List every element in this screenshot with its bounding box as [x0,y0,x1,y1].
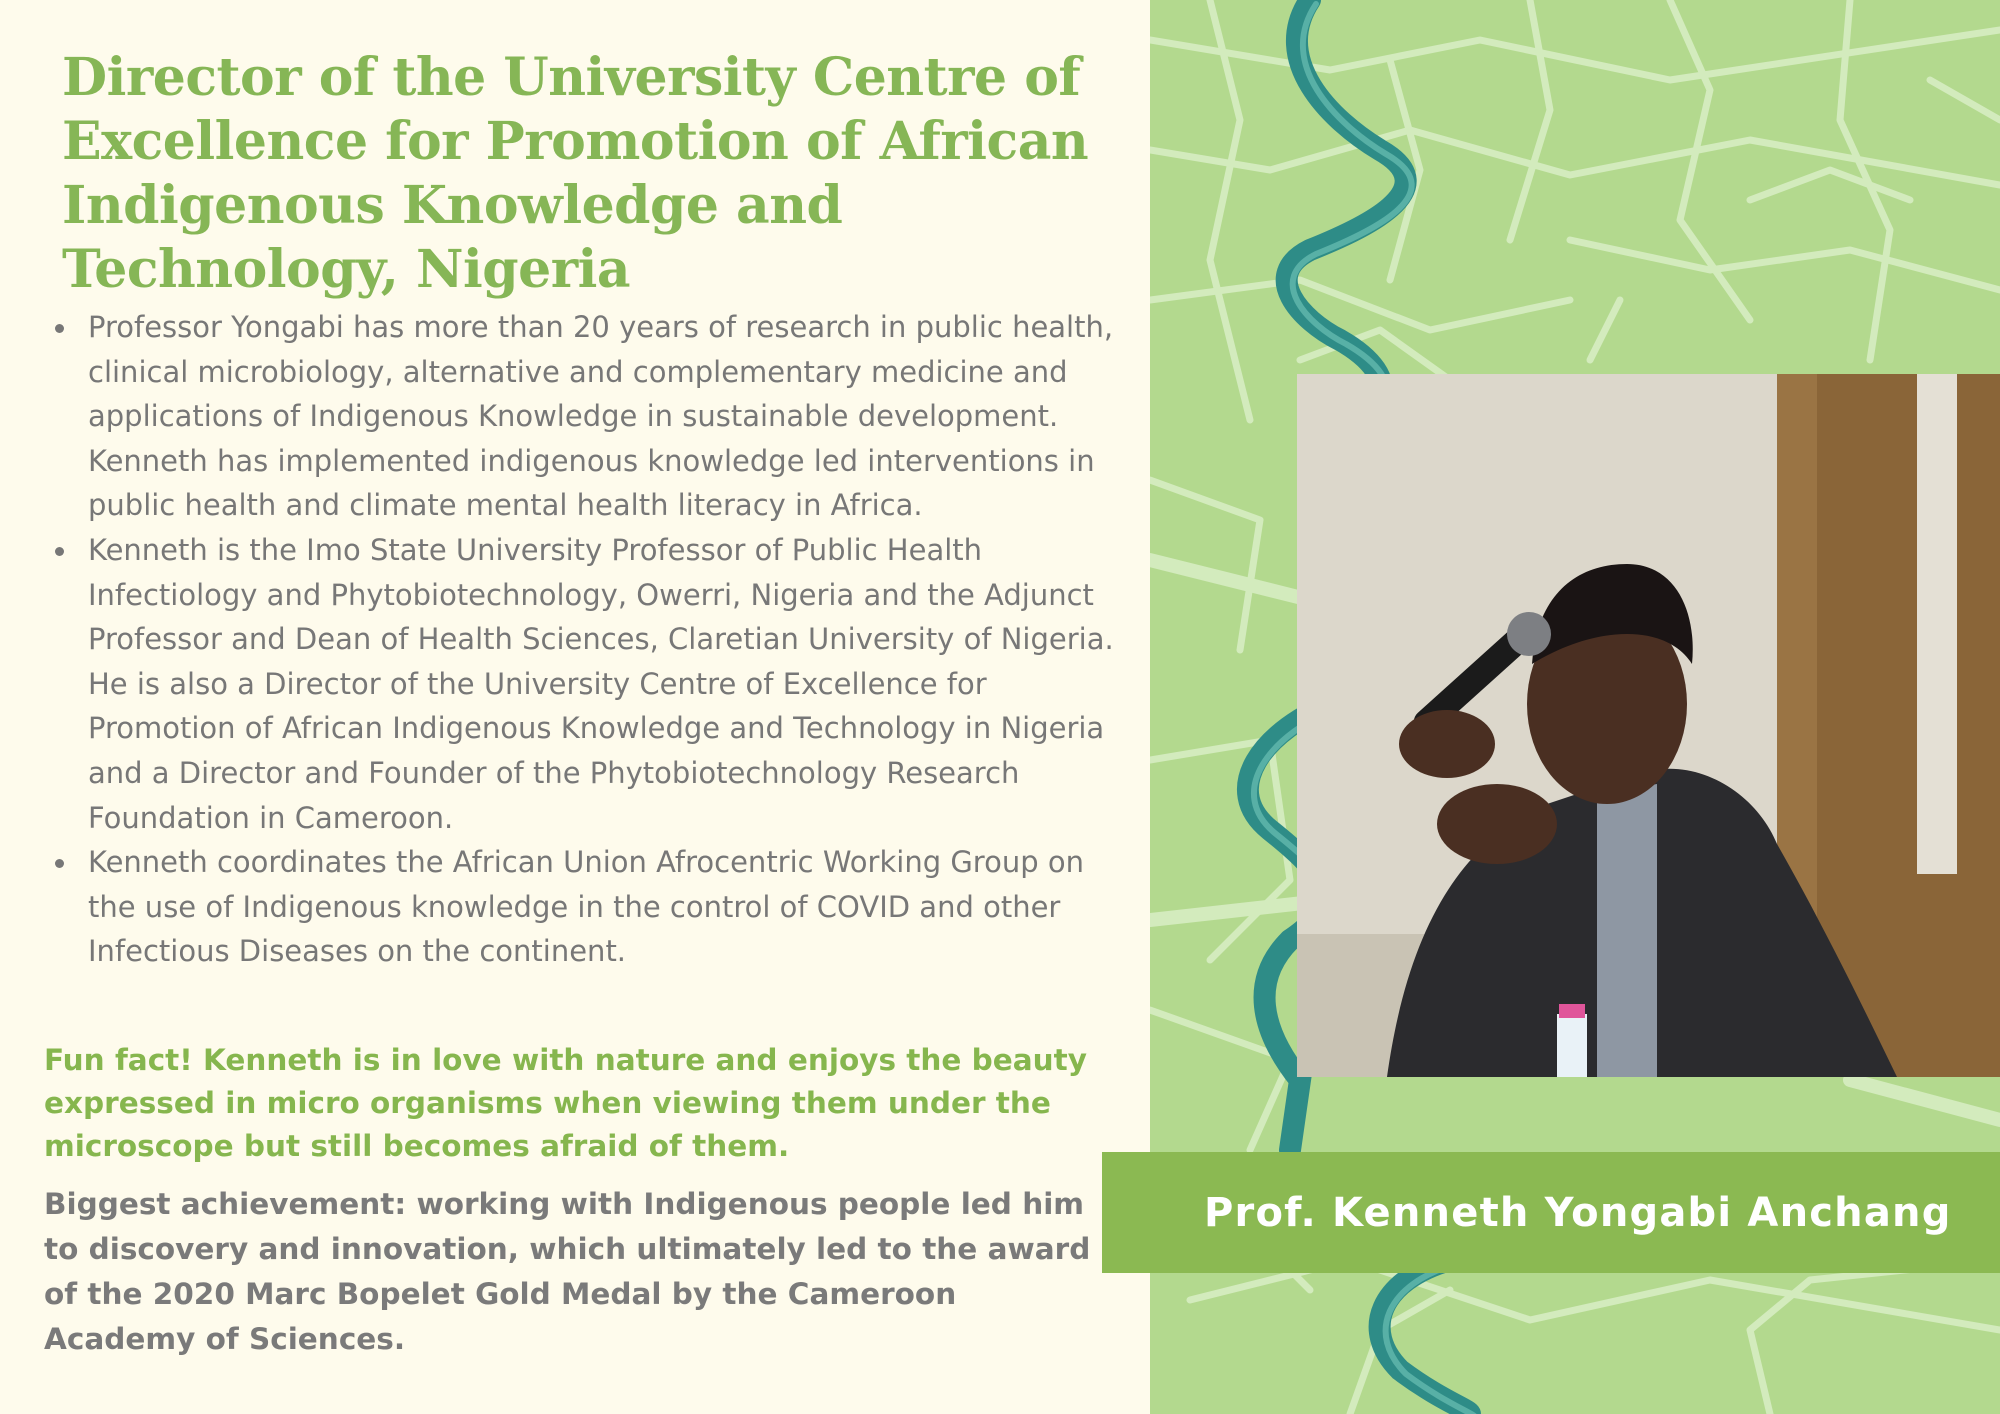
portrait-photo [1297,374,2000,1077]
bullet-dot-icon [55,324,64,333]
fun-fact-text: Fun fact! Kenneth is in love with nature and enjoys the beauty expressed in micro organisms when viewing them under the microscope but still becomes afraid of them. [44,1043,1088,1163]
page-title: Director of the University Centre of Excellence for Promotion of African Indigenous Knowledge and Technology, Nigeria [62,47,1089,300]
portrait-photo-icon [1297,374,2000,1077]
bullet-text: Professor Yongabi has more than 20 years of research in public health, clinical microbiology, alternative and complementary medicine and applications of Indigenous Knowledge in sustainable development. Kenneth has implemented indigenous knowledge led interventions in public health and climate mental health literacy in Africa. [88,310,1114,523]
person-name: Prof. Kenneth Yongabi Anchang [1204,1189,1952,1236]
achievement-text: Biggest achievement: working with Indigenous people led him to discovery and innovation, which ultimately led to the award of the 2020 Marc Bopelet Gold Medal by the Cameroon Academy of Sciences. [44,1187,1091,1356]
bullet-text: Kenneth coordinates the African Union Afrocentric Working Group on the use of Indigenous knowledge in the control of COVID and other Infectious Diseases on the continent. [88,845,1084,969]
list-item [42,305,1132,528]
list-item [42,840,1132,974]
bio-bullet-list [42,305,1132,974]
bullet-dot-icon [55,859,64,868]
name-banner [1102,1152,2000,1273]
bullet-dot-icon [55,547,64,556]
list-item [42,528,1132,840]
bullet-text: Kenneth is the Imo State University Professor of Public Health Infectiology and Phytobiotechnology, Owerri, Nigeria and the Adjunct Professor and Dean of Health Sciences, Claretian University of Nigeria. He is also a Director of the University Centre of Excellence for Promotion of African Indigenous Knowledge and Technology in Nigeria and a Director and Founder of the Phytobiotechnology Research Foundation in Cameroon. [88,532,1114,835]
